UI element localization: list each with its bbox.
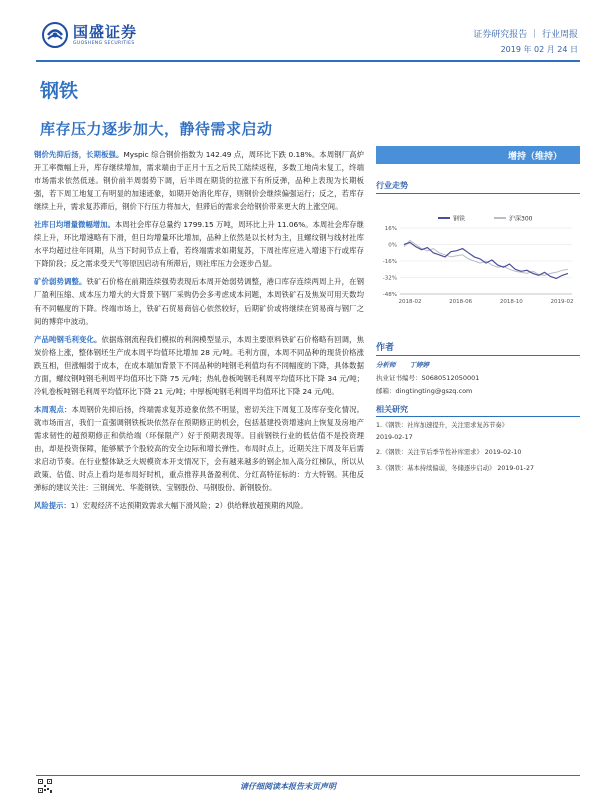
related-research-list <box>376 420 586 478</box>
related-item[interactable] <box>376 447 586 459</box>
related-divider <box>376 416 580 417</box>
x-tick-label: 2018-06 <box>449 299 473 305</box>
x-tick-label: 2019-02 <box>550 299 574 305</box>
author-title: 作者 <box>376 343 395 353</box>
x-tick-label: 2018-02 <box>398 299 422 305</box>
analyst-email[interactable]: dingtingting@gszq.com <box>395 387 473 395</box>
cert-label: 执业证书编号： <box>376 374 422 382</box>
paragraph-ore-price <box>34 275 364 327</box>
related-item-title[interactable]: 1.《钢铁：社库加速提升，关注需求复苏节奏》 <box>376 422 508 429</box>
paragraph-text: 铁矿石价格在前期连续强势表现后本周开始弱势调整，港口库存连续两周上升，在钢厂盈利压缩、成本压力增大的大背景下钢厂采购仍会多考虑成本问题，本周铁矿石及焦炭可用天数均有不同幅度的下降。终端市场上，铁矿石贸易商信心依然较好，后期矿价或将继续在贸易商与钢厂之间的博弈中波动。 <box>34 277 364 326</box>
related-item-date: 2019-01-27 <box>497 464 534 472</box>
y-tick-label: 16% <box>384 226 397 232</box>
paragraph-lead: 钢价先抑后扬，长期板强。 <box>34 150 124 159</box>
trend-divider <box>376 193 580 194</box>
footer-divider <box>36 775 580 776</box>
sector-title: 钢铁 <box>40 80 79 102</box>
paragraph-text: 本周社会库存总量约 1799.15 万吨，周环比上升 11.06%。本周社会库存继续上升，环比增速略有下滑，但日均增量环比增加，品种上依然是以长材为主，且螺纹钢与线材社库水平均超过往年同期，从当下时间节点上看，若终端需求如期复苏，下周社库应进入增速下行或库存下降阶段；反之需求受天气等原因启动有所滞后，则社库压力会逐步凸显。 <box>34 220 364 269</box>
paragraph-margin <box>34 333 364 398</box>
footer-disclaimer: 请仔细阅读本报告末页声明 <box>240 782 336 791</box>
header-divider <box>36 60 580 62</box>
series-line-steel <box>404 242 568 278</box>
rating-bar <box>376 146 580 164</box>
qr-code-icon[interactable] <box>38 779 52 793</box>
trend-title: 行业走势 <box>376 181 408 190</box>
paragraph-text: 本周钢价先抑后扬，终端需求复苏迹象依然不明显，密切关注下周复工及库存变化情况。就市场而言，我们一直强调钢铁板块依然存在预期修正的机会，包括基建投资增速向上恢复及房地产需求韧性的超预期修正和供给端（环保限产）好于预期表现等。目前钢铁行业的低估值不是投资理由，却是投资保障，能够赋予个股较高的安全边际和增长弹性。布局时点上，近期关注下周及年后需求启动节奏。在行业整体缺乏大规模资本开支情况下，会有越来越多的钢企加入高分红梯队，所以从政策、估值、时点上看均是布局好时机，重点推荐具备盈利优、分红高特征标的：方大特钢。其他反弹标的建议关注：三钢闽光、华菱钢铁、宝钢股份、马钢股份、新钢股份。 <box>34 404 364 493</box>
legend-label-steel: 钢铁 <box>453 215 466 223</box>
paragraph-lead: 社库日均增量微幅增加。 <box>34 220 115 230</box>
paragraph-weekly-view <box>34 403 364 494</box>
paragraph-steel-price <box>34 148 364 213</box>
author-divider <box>376 355 580 356</box>
analyst-name: 丁婷婷 <box>409 361 429 369</box>
report-body <box>34 148 364 517</box>
logo-mark-icon <box>42 22 68 48</box>
x-tick-label: 2018-10 <box>499 299 523 305</box>
series-line-hs300 <box>404 240 568 275</box>
paragraph-risk <box>34 499 364 512</box>
company-logo <box>42 20 162 50</box>
y-tick-label: -48% <box>382 292 397 298</box>
paragraph-lead: 风险提示： <box>34 501 71 511</box>
paragraph-lead: 本周观点： <box>34 404 72 414</box>
paragraph-text: 依据炼钢流程我们模拟的利润模型显示，本周主要原料铁矿石价格略有回调，焦炭价格上涨，整体钢坯生产成本周平均值环比增加 28 元/吨。毛利方面，本周不同品种的现货价格涨跌互相，但涨幅弱于成本，在成本端加背景下不同品种的吨钢毛利值均有不同幅度的下降，具体数据方面，螺纹钢吨钢毛利周平均值环比下降 75 元/吨；热轧卷板吨钢毛利周平均值环比下降 34 元/吨；冷轧卷板吨钢毛利周平均值环比下降 21 元/吨；中厚板吨钢毛利周平均值环比下降 24 元/吨。 <box>34 334 364 396</box>
paragraph-inventory <box>34 218 364 270</box>
cert-number: S0680512050001 <box>421 374 480 382</box>
related-item-title[interactable]: 2.《钢铁：关注节后季节性补库需求》 <box>376 449 483 456</box>
y-tick-label: -16% <box>382 259 397 265</box>
related-item[interactable] <box>376 420 586 443</box>
paragraph-lead: 矿价弱势调整。 <box>34 277 87 287</box>
report-headline: 库存压力逐步加大，静待需求启动 <box>40 120 273 138</box>
report-type: 证券研究报告 ｜ 行业周报 <box>473 30 578 40</box>
related-item-title[interactable]: 3.《钢铁：基本持续偏弱，冬储逐步启动》 <box>376 464 496 472</box>
related-item-date: 2019-02-10 <box>484 449 522 456</box>
email-label: 邮箱： <box>376 387 396 395</box>
related-research-title: 相关研究 <box>376 405 408 414</box>
legend-label-hs300: 沪深300 <box>509 215 533 223</box>
analyst-role: 分析师 <box>376 361 396 369</box>
paragraph-text: 1）宏观经济不达预期致需求大幅下滑风险；2）供给释放超预期的风险。 <box>70 501 308 511</box>
industry-trend-chart <box>376 200 580 312</box>
y-tick-label: -32% <box>382 275 397 282</box>
related-item-date: 2019-02-17 <box>376 433 413 441</box>
logo-text-en: GUOSHENG SECURITIES <box>73 40 135 46</box>
logo-text-cn: 国盛证券 <box>73 22 138 41</box>
related-item[interactable] <box>376 463 586 475</box>
report-date: 2019 年 02 月 24 日 <box>500 45 578 54</box>
y-tick-label: 0% <box>388 242 397 249</box>
rating-label: 增持（维持） <box>507 152 562 162</box>
analyst-block <box>376 359 479 398</box>
paragraph-text: Myspic 综合钢价指数为 142.49 点，周环比下跌 0.18%。本周钢厂高炉开工率微幅上升，库存继续增加，需求端由于正月十五之后民工陆续返程，多数工地尚未复工，终端市场需求依然低迷。钢价前半周弱势下调，后半周在期货的拉涨下有所反弹，品种上表现为长期板强，若下周工地复工有明显的加速迹象，如期开始消化库存，则钢价会继续偏强运行；反之，若库存继续上升，需求复苏滞后，钢价下行压力将加大，但滞后的需求会给钢价带来更大的上涨空间。 <box>34 150 364 212</box>
paragraph-lead: 产品吨钢毛利变化。 <box>34 334 102 344</box>
